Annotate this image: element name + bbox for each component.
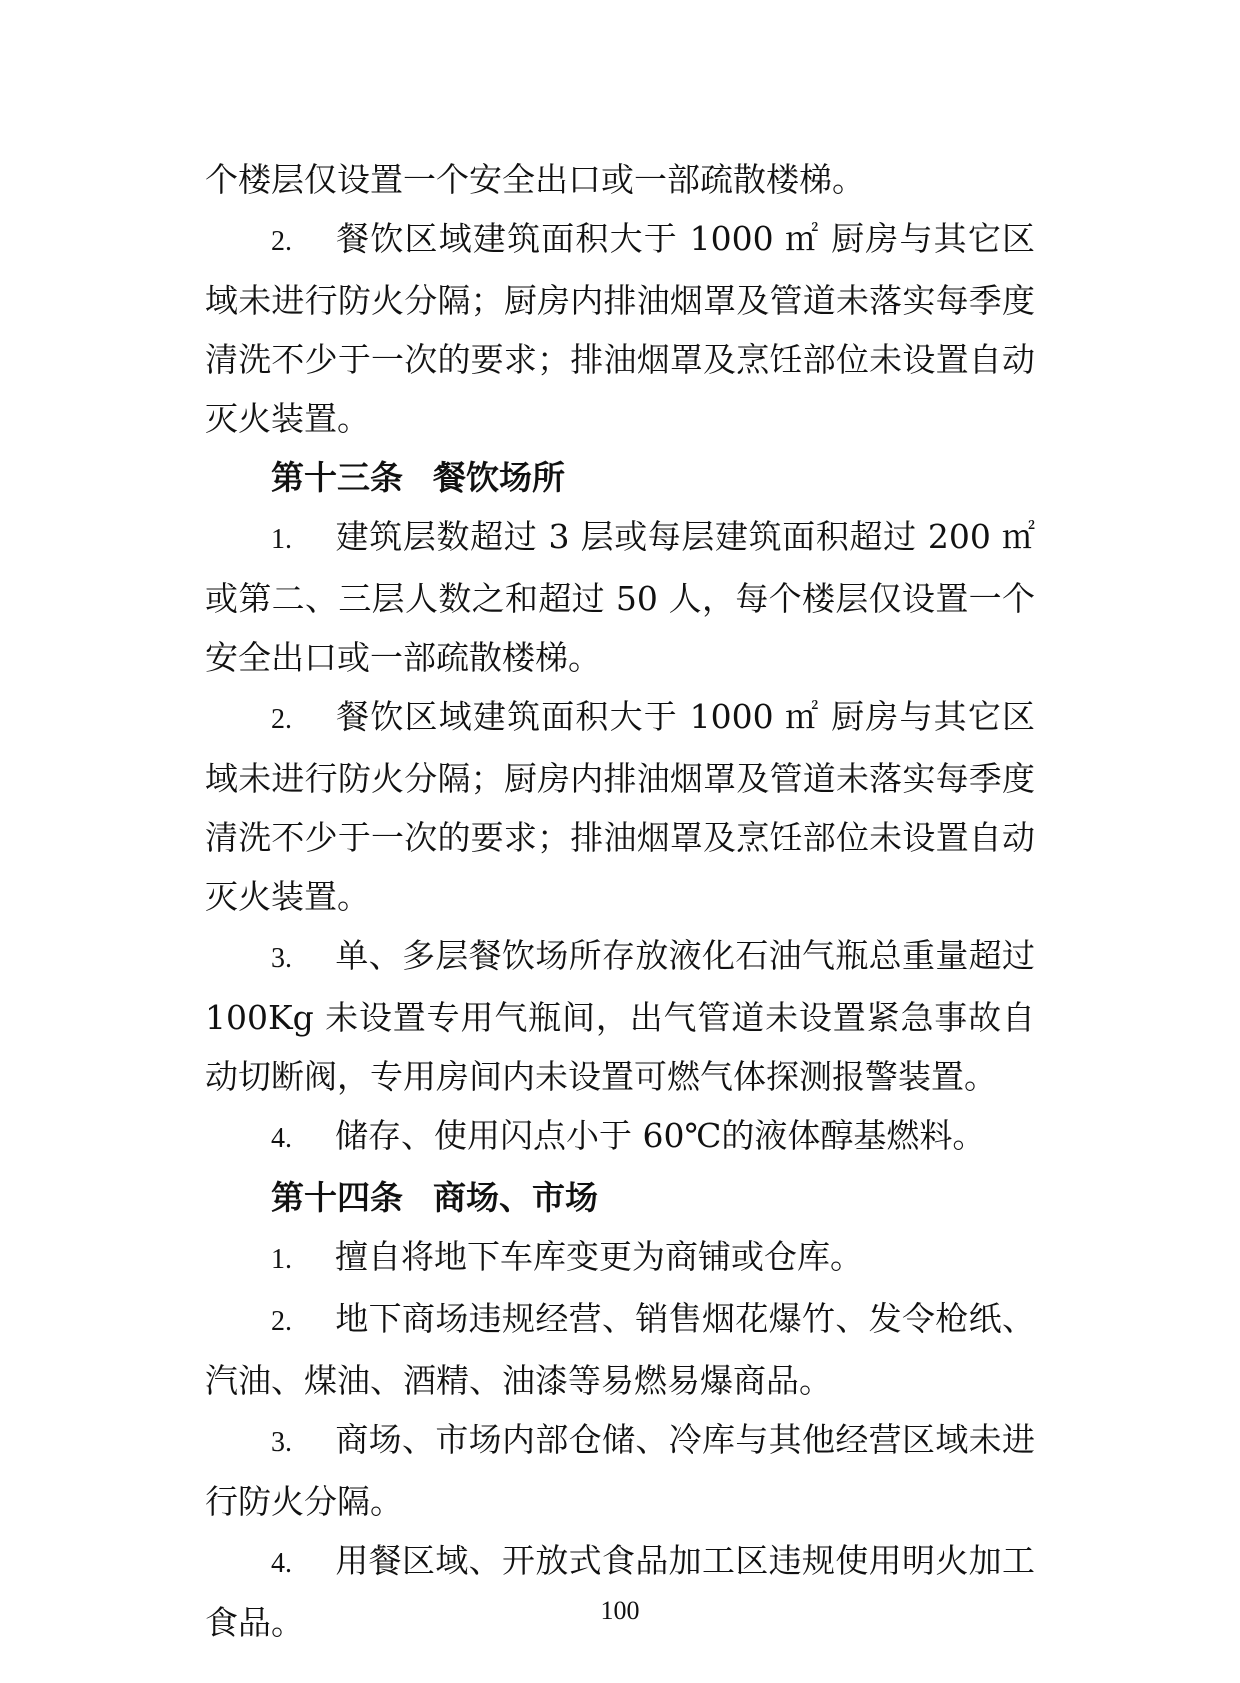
list-item (205, 926, 1035, 1106)
list-item (205, 1531, 1035, 1652)
section-heading-14 (205, 1168, 1035, 1227)
paragraph-continuation (205, 150, 1035, 209)
item-text: 擅自将地下车库变更为商铺或仓库。 (335, 1237, 863, 1276)
article-title: 餐饮场所 (433, 458, 565, 497)
article-number: 第十三条 (271, 458, 403, 497)
document-body (205, 150, 1035, 1652)
item-text: 地下商场违规经营、销售烟花爆竹、发令枪纸、汽油、煤油、酒精、油漆等易燃易爆商品。 (205, 1299, 1035, 1400)
item-text: 餐饮区域建筑面积大于 1000 ㎡ 厨房与其它区域未进行防火分隔；厨房内排油烟罩及管道未落实每季度清洗不少于一次的要求；排油烟罩及烹饪部位未设置自动灭火装置。 (205, 697, 1035, 916)
item-text: 建筑层数超过 3 层或每层建筑面积超过 200 ㎡或第二、三层人数之和超过 50 人，每个楼层仅设置一个安全出口或一部疏散楼梯。 (205, 517, 1035, 677)
item-number: 1. (271, 1244, 292, 1275)
item-text: 储存、使用闪点小于 60℃的液体醇基燃料。 (335, 1116, 986, 1155)
list-item (205, 209, 1035, 448)
item-number: 2. (271, 704, 292, 735)
list-item (205, 1106, 1035, 1168)
item-text: 餐饮区域建筑面积大于 1000 ㎡ 厨房与其它区域未进行防火分隔；厨房内排油烟罩及管道未落实每季度清洗不少于一次的要求；排油烟罩及烹饪部位未设置自动灭火装置。 (205, 219, 1035, 438)
section-heading-13 (205, 448, 1035, 507)
item-number: 2. (271, 1306, 292, 1337)
list-item (205, 1410, 1035, 1531)
list-item (205, 1289, 1035, 1410)
item-text: 商场、市场内部仓储、冷库与其他经营区域未进行防火分隔。 (205, 1420, 1035, 1521)
list-item (205, 687, 1035, 926)
item-number: 3. (271, 1427, 292, 1458)
item-text: 用餐区域、开放式食品加工区违规使用明火加工食品。 (205, 1541, 1035, 1642)
list-item (205, 1227, 1035, 1289)
page-number: 100 (600, 1596, 640, 1625)
item-number: 1. (271, 524, 292, 555)
item-number: 2. (271, 226, 292, 257)
item-number: 4. (271, 1123, 292, 1154)
item-text: 单、多层餐饮场所存放液化石油气瓶总重量超过 100Kg 未设置专用气瓶间，出气管道未设置紧急事故自动切断阀，专用房间内未设置可燃气体探测报警装置。 (205, 936, 1035, 1096)
paragraph-text: 个楼层仅设置一个安全出口或一部疏散楼梯。 (205, 160, 865, 199)
article-title: 商场、市场 (433, 1178, 598, 1217)
list-item (205, 507, 1035, 687)
article-number: 第十四条 (271, 1178, 403, 1217)
item-number: 3. (271, 943, 292, 974)
item-number: 4. (271, 1548, 292, 1579)
